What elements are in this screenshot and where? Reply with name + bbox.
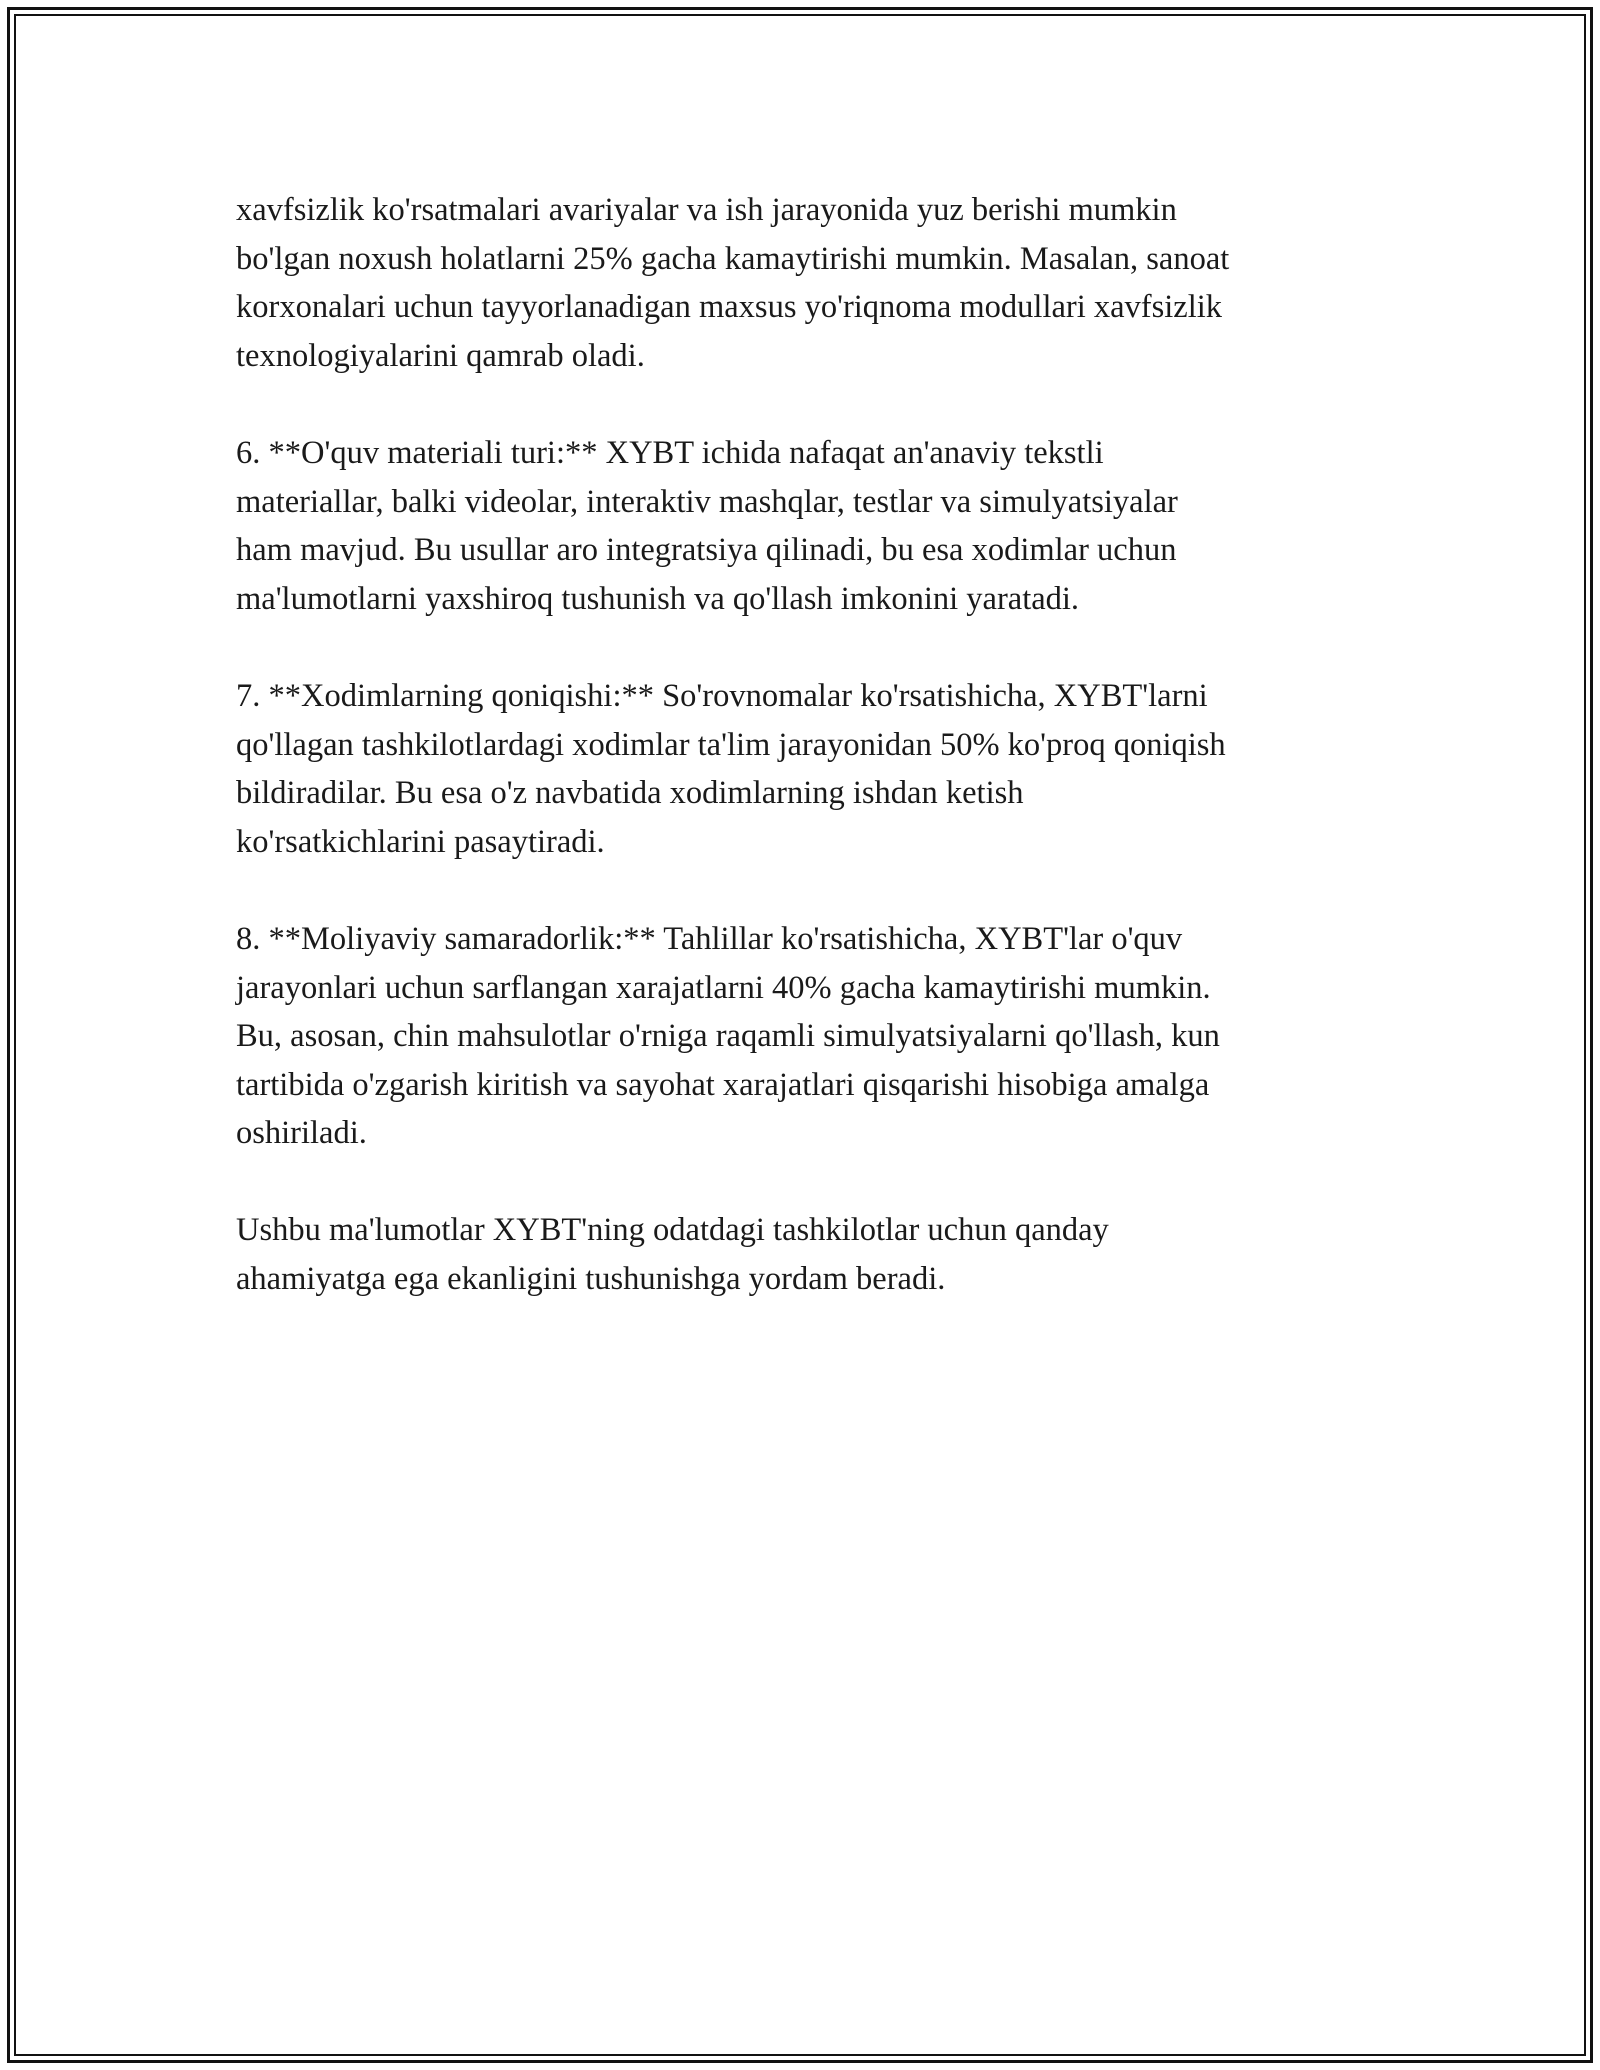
paragraph-safety-instructions: xavfsizlik ko'rsatmalari avariyalar va ish jarayonida yuz berishi mumkin bo'lgan noxush holatlarni 25% gacha kamaytirishi mumkin. Masalan, sanoat korxonalari uchun tayyorlanadigan maxsus yo'riqnoma modullari xavfsizlik texnologiyalarini qamrab oladi. xyxy=(236,192,1230,374)
paragraph-learning-material-type: 6. **O'quv materiali turi:** XYBT ichida nafaqat an'anaviy tekstli materiallar, balki videolar, interaktiv mashqlar, testlar va simulyatsiyalar ham mavjud. Bu usullar aro integratsiya qilinadi, bu esa xodimlar uchun ma'lumotlarni yaxshiroq tushunish va qo'llash imkonini yaratadi. xyxy=(236,434,1178,617)
paragraph-financial-efficiency: 8. **Moliyaviy samaradorlik:** Tahlillar ko'rsatishicha, XYBT'lar o'quv jarayonlari uchun sarflangan xarajatlarni 40% gacha kamaytirishi mumkin. Bu, asosan, chin mahsulotlar o'rniga raqamli simulyatsiyalarni qo'llash, kun tartibida o'zgarish kiritish va sayohat xarajatlari qisqarishi hisobiga amalga oshiriladi. xyxy=(236,920,1220,1152)
paragraph-conclusion: Ushbu ma'lumotlar XYBT'ning odatdagi tashkilotlar uchun qanday ahamiyatga ega ekanligini tushunishga yordam beradi. xyxy=(236,1212,1109,1298)
paragraph-employee-satisfaction: 7. **Xodimlarning qoniqishi:** So'rovnomalar ko'rsatishicha, XYBT'larni qo'llagan tashkilotlardagi xodimlar ta'lim jarayonidan 50% ko'proq qoniqish bildiradilar. Bu esa o'z navbatida xodimlarning ishdan ketish ko'rsatkichlarini pasaytiradi. xyxy=(236,677,1226,860)
document-body xyxy=(236,186,1364,1304)
